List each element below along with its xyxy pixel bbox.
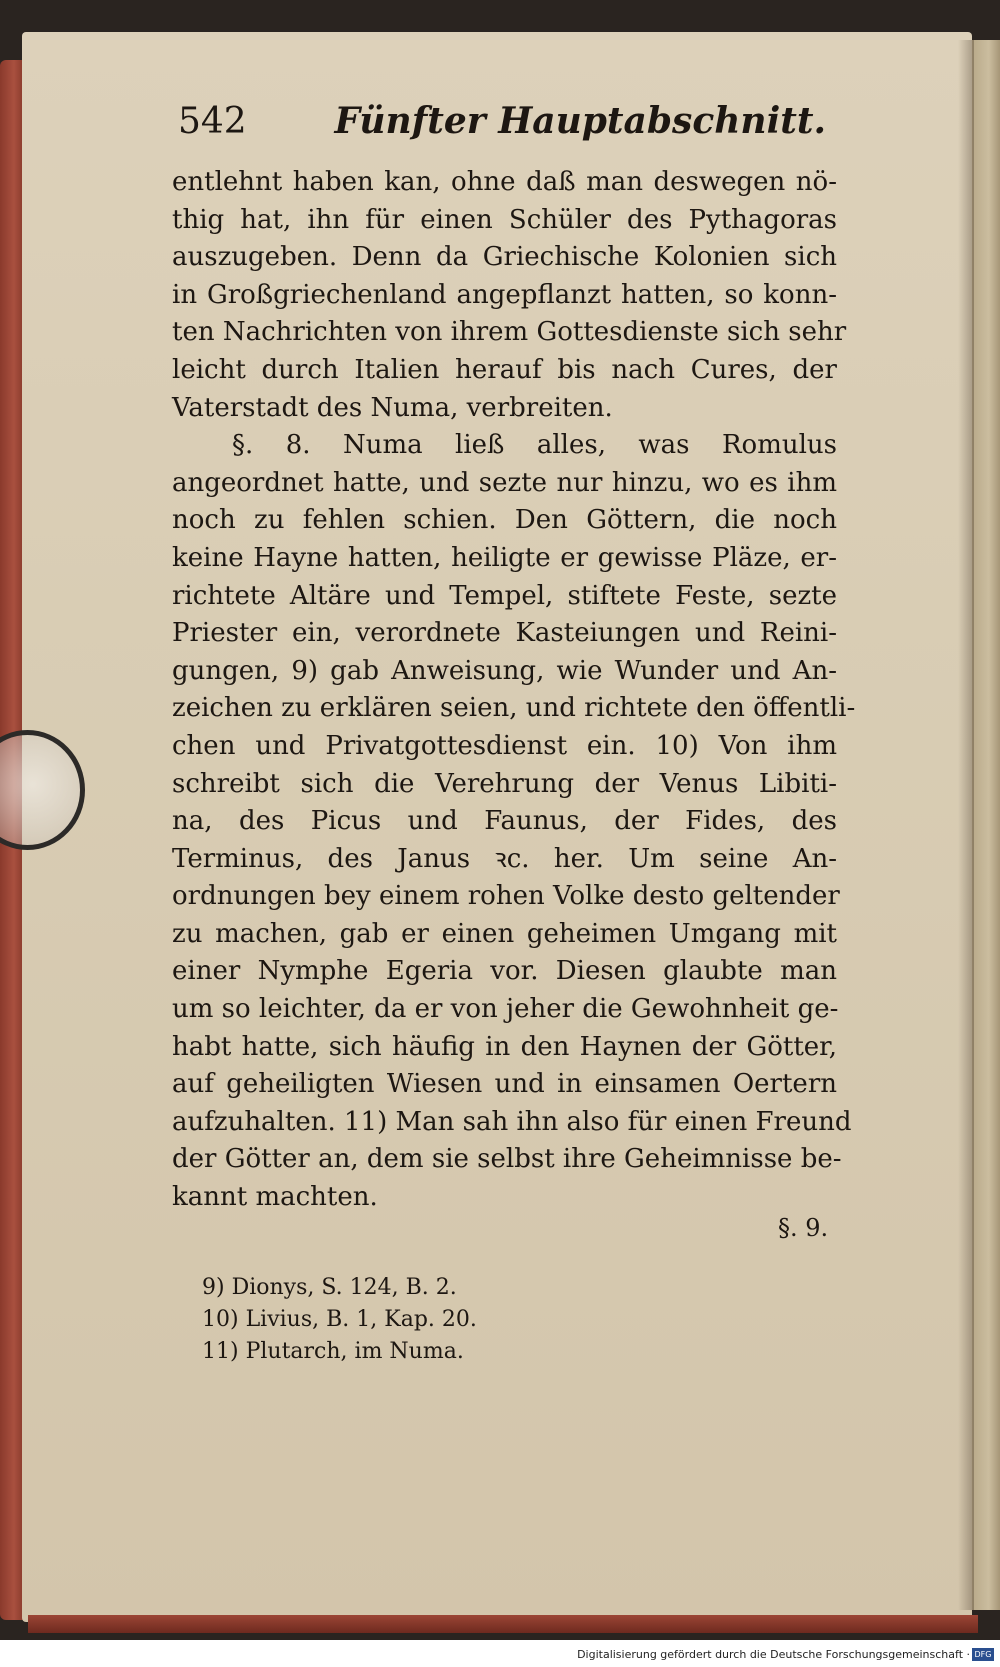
text-line: Terminus, des Janus ꝛc. her. Um seine An- — [172, 843, 837, 874]
text-line: noch zu fehlen schien. Den Göttern, die noch — [172, 505, 837, 536]
text-line: in Großgriechenland angepflanzt hatten, so konn- — [172, 279, 837, 310]
body-text — [172, 164, 856, 1217]
catchword: §. 9. — [778, 1214, 829, 1242]
text-line: thig hat, ihn für einen Schüler des Pythagoras — [172, 204, 837, 235]
text-line: §. 8. Numa ließ alles, was Romulus — [232, 430, 837, 461]
text-line: zeichen zu erklären seien, und richtete den öffentli- — [172, 693, 856, 724]
text-line: zu machen, gab er einen geheimen Umgang mit — [172, 918, 837, 949]
text-line: gungen, 9) gab Anweisung, wie Wunder und An- — [172, 655, 837, 686]
footnote: 9) Dionys, S. 124, B. 2. — [202, 1275, 457, 1300]
running-head — [178, 100, 858, 142]
text-line: einer Nymphe Egeria vor. Diesen glaubte man — [172, 956, 837, 987]
running-title: Fünfter Hauptabschnitt. — [334, 100, 827, 142]
text-line: habt hatte, sich häufig in den Haynen der Götter, — [172, 1031, 837, 1062]
text-line: kannt machten. — [172, 1182, 378, 1213]
text-line: angeordnet hatte, und sezte nur hinzu, wo es ihm — [172, 467, 837, 498]
text-line: aufzuhalten. 11) Man sah ihn also für einen Freund — [172, 1106, 852, 1137]
text-line: richtete Altäre und Tempel, stiftete Feste, sezte — [172, 580, 837, 611]
text-line: schreibt sich die Verehrung der Venus Libiti- — [172, 768, 837, 799]
footnote: 11) Plutarch, im Numa. — [202, 1339, 464, 1364]
page-number: 542 — [178, 101, 247, 142]
footnotes — [202, 1272, 702, 1368]
text-line: ordnungen bey einem rohen Volke desto geltender — [172, 881, 840, 912]
dfg-logo: DFG — [972, 1648, 994, 1661]
text-line: auf geheiligten Wiesen und in einsamen Oertern — [172, 1069, 837, 1100]
text-line: Priester ein, verordnete Kasteiungen und Reini- — [172, 618, 837, 649]
text-line: um so leichter, da er von jeher die Gewohnheit ge- — [172, 994, 839, 1025]
footnote: 10) Livius, B. 1, Kap. 20. — [202, 1307, 477, 1332]
text-line: Vaterstadt des Numa, verbreiten. — [172, 392, 613, 423]
text-line: auszugeben. Denn da Griechische Kolonien sich — [172, 242, 837, 273]
text-line: na, des Picus und Faunus, der Fides, des — [172, 806, 837, 837]
text-line: entlehnt haben kan, ohne daß man deswegen nö- — [172, 167, 837, 197]
page-edge-bottom — [28, 1615, 978, 1633]
text-line: der Götter an, dem sie selbst ihre Geheimnisse be- — [172, 1144, 842, 1175]
text-line: leicht durch Italien herauf bis nach Cures, der — [172, 354, 837, 385]
credit-text: Digitalisierung gefördert durch die Deutsche Forschungsgemeinschaft · — [577, 1648, 970, 1661]
text-line: keine Hayne hatten, heiligte er gewisse Pläze, er- — [172, 542, 837, 573]
next-page-edge — [972, 40, 1000, 1610]
text-line: chen und Privatgottesdienst ein. 10) Von ihm — [172, 730, 837, 761]
text-line: ten Nachrichten von ihrem Gottesdienste sich sehr — [172, 317, 847, 348]
gutter-shadow — [958, 40, 974, 1610]
